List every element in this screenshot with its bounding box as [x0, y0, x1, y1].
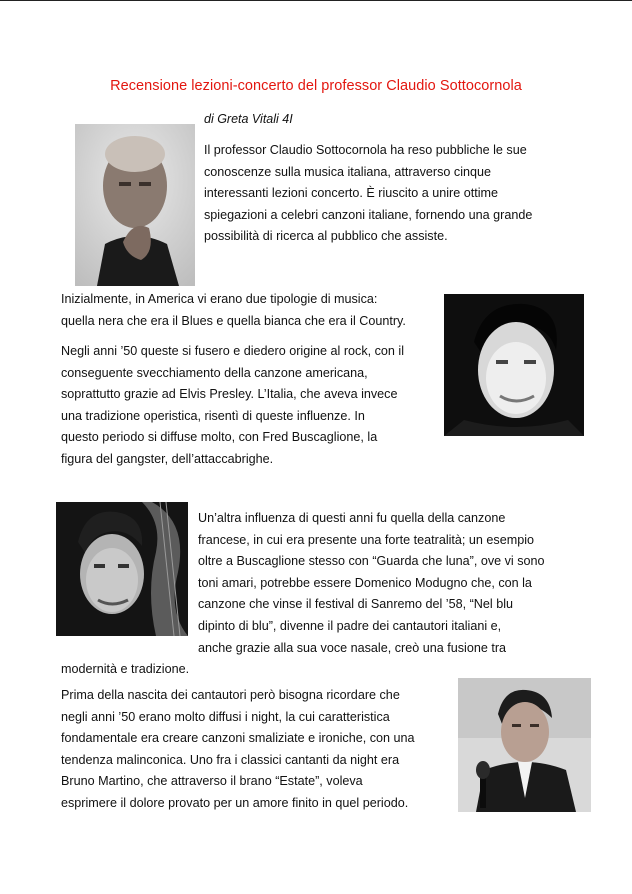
text-line: una tradizione operistica, risentì di queste influenze. In: [61, 408, 365, 423]
text-line: modernità e tradizione.: [61, 662, 190, 677]
paragraph-intro: [204, 140, 532, 248]
text-line: Prima della nascita dei cantautori però bisogna ricordare che: [61, 688, 400, 702]
text-line: oltre a Buscaglione stesso con “Guarda che luna”, ove vi sono: [198, 554, 545, 569]
elvis-presley-photo: [444, 294, 584, 436]
text-line: Negli anni ’50 queste si fusero e diedero origine al rock, con il: [61, 344, 405, 358]
text-line: Il professor Claudio Sottocornola ha reso pubbliche le sue: [204, 143, 527, 157]
text-line: negli anni ’50 erano molto diffusi i night, la cui caratteristica: [61, 709, 390, 724]
text-line: Un’altra influenza di questi anni fu quella della canzone: [198, 511, 506, 525]
text-line: soprattutto grazie ad Elvis Presley. L’Italia, che aveva invece: [61, 387, 398, 402]
text-line: tendenza malinconica. Uno fra i classici cantanti da night era: [61, 752, 400, 767]
text-line: conoscenze sulla musica italiana, attraverso cinque: [204, 164, 492, 179]
text-line: questo periodo si diffuse molto, con Fred Buscaglione, la: [61, 430, 378, 445]
text-line: francese, in cui era presente una forte teatralità; un esempio: [198, 532, 535, 547]
text-line: interessanti lezioni concerto. È riuscito a unire ottime: [204, 186, 498, 201]
text-line: quella nera che era il Blues e quella bianca che era il Country.: [61, 313, 406, 328]
paragraph-america: [61, 289, 406, 332]
text-line: spiegazioni a celebri canzoni italiane, fornendo una grande: [204, 207, 533, 222]
text-line: possibilità di ricerca al pubblico che assiste.: [204, 229, 448, 244]
article-title: Recensione lezioni-concerto del professor Claudio Sottocornola: [110, 78, 522, 94]
text-line: canzone che vinse il festival di Sanremo del ’58, “Nel blu: [198, 597, 514, 612]
author-byline: di Greta Vitali 4I: [204, 112, 293, 126]
text-line: dipinto di blu”, divenne il padre dei cantautori italiani e,: [198, 618, 502, 633]
text-line: toni amari, potrebbe essere Domenico Modugno che, con la: [198, 575, 532, 590]
text-line: conseguente svecchiamento della canzone americana,: [61, 365, 368, 380]
paragraph-night-songs: [61, 685, 415, 815]
bruno-martino-photo: [458, 678, 591, 812]
text-line: Bruno Martino, che attraverso il brano “Estate”, voleva: [61, 774, 363, 789]
text-line: esprimere il dolore provato per un amore finito in quel periodo.: [61, 795, 409, 810]
page-top-rule: [0, 0, 632, 1]
paragraph-rock: [61, 341, 404, 471]
text-line: fondamentale era creare canzoni smaliziate e ironiche, con una: [61, 731, 415, 746]
text-line: anche grazie alla sua voce nasale, creò una fusione tra: [198, 640, 507, 655]
professor-portrait-photo: [75, 124, 195, 286]
text-line: figura del gangster, dell’attaccabrighe.: [61, 451, 274, 466]
paragraph-french-influence: [61, 508, 545, 681]
text-line: Inizialmente, in America vi erano due tipologie di musica:: [61, 292, 378, 306]
